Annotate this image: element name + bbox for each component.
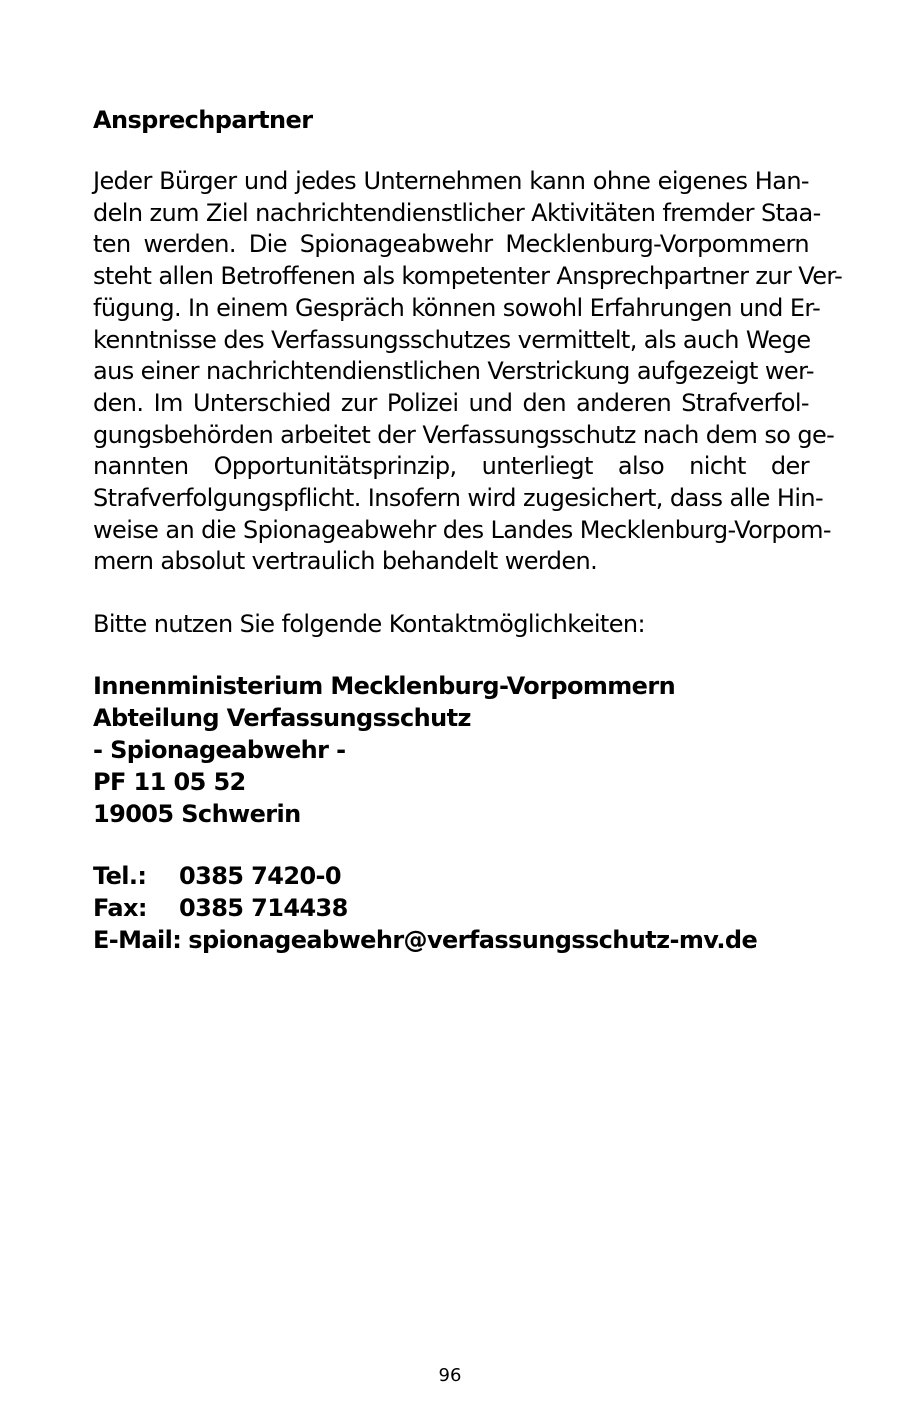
fax-label: Fax:	[93, 894, 147, 923]
contact-block	[93, 860, 809, 956]
phone-number: 0385 7420-0	[179, 862, 342, 891]
paragraph-line: Jeder Bürger und jedes Unternehmen kann ohne eigenes Han-	[93, 167, 809, 195]
fax-number: 0385 714438	[179, 894, 348, 923]
body-paragraph	[93, 166, 843, 578]
address-unit: - Spionageabwehr -	[93, 736, 346, 765]
email-row	[93, 924, 809, 956]
phone-label: Tel.:	[93, 862, 147, 891]
paragraph-line: aus einer nachrichtendienstlichen Verstrickung aufgezeigt wer-	[93, 357, 814, 386]
phone-row	[93, 860, 809, 892]
paragraph-line: fügung. In einem Gespräch können sowohl Erfahrungen und Er-	[93, 293, 821, 322]
page-content	[93, 104, 843, 956]
paragraph-line: gungsbehörden arbeitet der Verfassungsschutz nach dem so ge-	[93, 420, 835, 449]
address-po-box: PF 11 05 52	[93, 768, 246, 797]
paragraph-line: nannten Opportunitätsprinzip, unterliegt also nicht der	[93, 452, 809, 481]
address-department: Abteilung Verfassungsschutz	[93, 704, 471, 733]
email-label: E-Mail:	[93, 926, 182, 955]
paragraph-line: deln zum Ziel nachrichtendienstlicher Aktivitäten fremder Staa-	[93, 198, 821, 227]
paragraph-line: Strafverfolgungspflicht. Insofern wird zugesichert, dass alle Hin-	[93, 484, 824, 513]
paragraph-line: den. Im Unterschied zur Polizei und den anderen Strafverfol-	[93, 388, 809, 417]
section-heading: Ansprechpartner	[93, 106, 313, 134]
paragraph-line: weise an die Spionageabwehr des Landes Mecklenburg-Vorpom-	[93, 515, 831, 544]
page-number: 96	[438, 1365, 462, 1386]
email-address: spionageabwehr@verfassungsschutz-mv.de	[188, 926, 758, 955]
address-city: 19005 Schwerin	[93, 800, 301, 829]
paragraph-line: mern absolut vertraulich behandelt werden.	[93, 547, 598, 576]
paragraph-line: ten werden. Die Spionageabwehr Mecklenburg-Vorpommern	[93, 230, 809, 259]
contact-prompt: Bitte nutzen Sie folgende Kontaktmöglichkeiten:	[93, 610, 645, 639]
fax-row	[93, 892, 809, 924]
paragraph-line: steht allen Betroffenen als kompetenter Ansprechpartner zur Ver-	[93, 262, 843, 291]
address-block	[93, 670, 809, 830]
paragraph-line: kenntnisse des Verfassungsschutzes vermittelt, als auch Wege	[93, 325, 811, 354]
address-ministry: Innenministerium Mecklenburg-Vorpommern	[93, 672, 676, 701]
